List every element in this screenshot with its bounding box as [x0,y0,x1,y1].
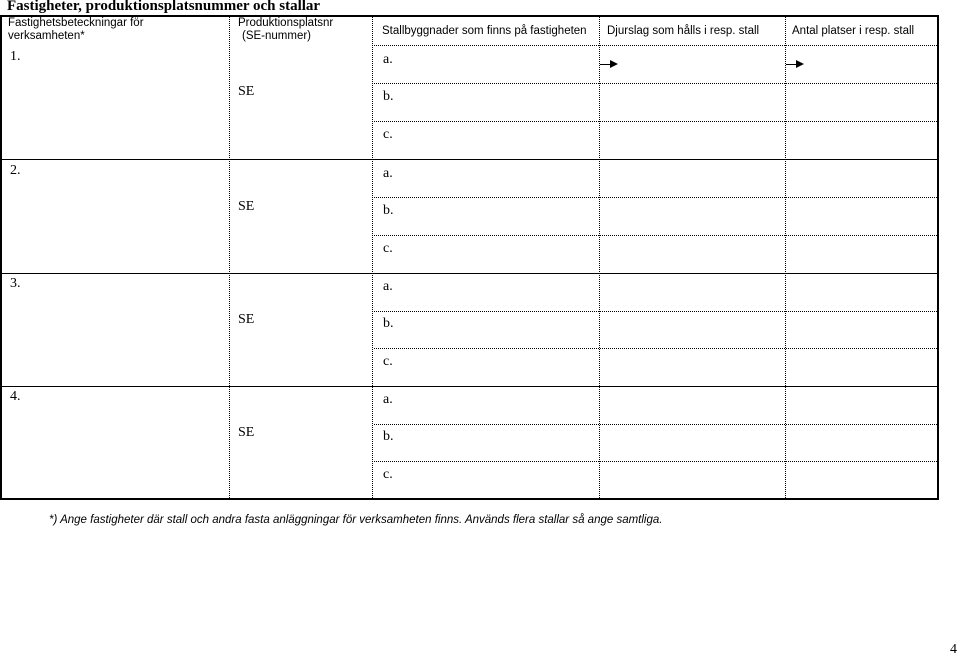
row-divider [374,461,937,462]
group-divider [2,273,937,274]
se-prefix: SE [238,425,255,440]
row-label: b. [383,89,394,104]
group-number: 2. [10,163,21,178]
row-label: b. [383,203,394,218]
row-divider [374,197,937,198]
row-divider [374,348,937,349]
row-divider [374,83,937,84]
group-divider [2,159,937,160]
footnote: *) Ange fastigheter där stall och andra fasta anläggningar för verksamheten finns. Används flera stallar så ange samtliga. [49,514,663,526]
row-label: a. [383,52,393,67]
arrow-right-icon [600,64,616,65]
page-number: 4 [950,642,957,657]
property-table [0,15,939,500]
group-number: 1. [10,49,21,64]
se-prefix: SE [238,84,255,99]
row-label: c. [383,127,393,142]
header-divider [374,45,937,46]
se-prefix: SE [238,199,255,214]
header-produktionsplats-line1: Produktionsplatsnr [238,17,334,29]
column-divider [372,17,373,498]
column-divider [785,17,786,498]
row-label: c. [383,354,393,369]
row-divider [374,235,937,236]
row-label: c. [383,241,393,256]
arrow-right-icon [786,64,802,65]
row-divider [374,311,937,312]
row-label: b. [383,316,394,331]
header-antal: Antal platser i resp. stall [792,25,915,37]
row-divider [374,121,937,122]
row-label: b. [383,429,394,444]
row-label: a. [383,392,393,407]
header-stallbyggnader: Stallbyggnader som finns på fastigheten [382,25,587,37]
header-fastighet: Fastighetsbeteckningar för verksamheten* [8,17,144,42]
header-djurslag: Djurslag som hålls i resp. stall [607,25,760,37]
group-number: 3. [10,276,21,291]
row-label: c. [383,467,393,482]
row-label: a. [383,166,393,181]
row-label: a. [383,279,393,294]
group-number: 4. [10,389,21,404]
page-title: Fastigheter, produktionsplatsnummer och stallar [7,0,321,14]
se-prefix: SE [238,312,255,327]
header-produktionsplats-line2: (SE-nummer) [242,30,312,42]
header-produktionsplats [238,17,333,43]
group-divider [2,386,937,387]
column-divider [229,17,230,498]
row-divider [374,424,937,425]
column-divider [599,17,600,498]
